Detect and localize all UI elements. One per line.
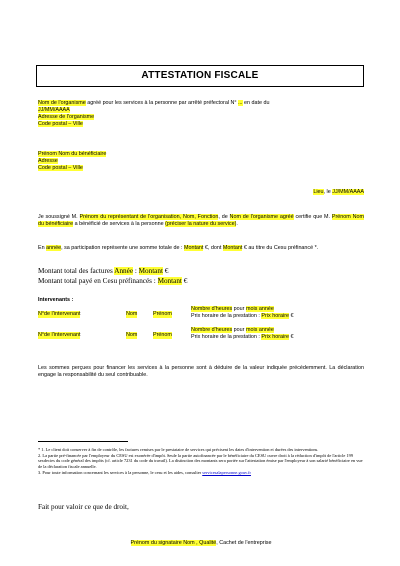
organization-line — [38, 100, 364, 107]
footnote-3 — [38, 470, 364, 476]
closing-line: Fait pour valoir ce que de droit, — [38, 503, 129, 511]
invoices-total-label: Montant total des factures — [38, 267, 115, 275]
representative-name: Prénom du représentant de l'organisation, Nom, Fonction — [79, 214, 219, 220]
intervenant-hours — [191, 327, 274, 334]
service-nature: (préciser la nature du service) — [165, 220, 237, 227]
payment-amount-cesu: Montant — [222, 245, 243, 251]
payment-text: , sa participation représente une somme totale de : — [61, 245, 184, 251]
signing-date: JJ/MM/AAAA — [332, 189, 364, 195]
intervenant-prenom: Prénom — [153, 311, 172, 317]
intervenant-id: N°de l'intervenant — [38, 311, 81, 317]
intervenant-hours — [191, 306, 274, 313]
payment-amount-total: Montant — [183, 245, 204, 251]
declaration-beneficiary-name: Prénom Nom du bénéficiaire — [38, 214, 364, 227]
payment-paragraph — [38, 245, 364, 252]
declaration-org-name: Nom de l'organisme agréé — [229, 214, 294, 220]
rate-currency: € — [288, 313, 294, 319]
cesu-currency: € — [181, 276, 188, 285]
footnotes-block — [38, 447, 364, 476]
payment-year: année — [46, 245, 62, 251]
invoices-year: Année — [114, 267, 134, 275]
hours-period: mois année — [245, 327, 274, 333]
cesu-total-line — [38, 277, 364, 287]
intervenants-heading: Intervenants : — [38, 297, 74, 303]
hours-sep: pour — [232, 327, 246, 333]
declaration-text: , de — [218, 214, 230, 220]
declaration-text: a bénéficié de services à la personne — [73, 220, 166, 227]
payment-text: En — [38, 245, 47, 251]
rate-label: Prix horaire de la prestation : — [191, 313, 262, 319]
organization-address: Adresse de l'organisme — [38, 113, 95, 120]
declaration-text: . — [236, 220, 238, 227]
invoices-currency: € — [162, 267, 169, 275]
payment-text: € au titre du Cesu préfinancé *. — [242, 245, 319, 251]
beneficiary-block — [38, 151, 364, 172]
rate-currency: € — [288, 334, 294, 340]
cesu-total-label: Montant total payé en Cesu préfinancés : — [38, 276, 158, 285]
rate-value: Prix horaire — [261, 334, 289, 340]
totals-block — [38, 267, 364, 286]
intervenant-rate — [191, 313, 293, 320]
declaration-paragraph — [38, 214, 364, 228]
rate-label: Prix horaire de la prestation : — [191, 334, 262, 340]
place: Lieu — [313, 189, 324, 195]
footnote-1: * 1. Le client doit conserver à fin de contrôle, les factures remises par le prestataire de services qui précisent les dates d'intervention et durées des interventions. — [38, 447, 319, 452]
deduction-paragraph: Les sommes perçues pour financer les services à la personne sont à déduire de la valeur indiquée précédemment. La déclaration engage la responsabilité du seul contribuable. — [38, 365, 364, 378]
intervenant-id: N°de l'intervenant — [38, 332, 81, 338]
intervenant-row — [38, 327, 364, 343]
signatory-name: Prénom du signataire Nom , Qualité — [130, 540, 217, 546]
beneficiary-postal: Code postal – Ville — [38, 164, 83, 171]
invoices-amount: Montant — [138, 267, 163, 275]
signature-line — [38, 540, 364, 547]
organization-postal: Code postal – Ville — [38, 120, 83, 127]
hours-label: Nombre d'heures — [191, 306, 233, 312]
footnote-2: 2. La partie pré-financée par l'employeur du CESU est exonérée d'impôt. Seule la partie autofinancée par le bénéficiaire du CESU ouvre droit à la réduction d'impôt de l'article 199 sexdecies du code général des impôts (cf. article 7231 du code du travail). La distinction des montants sera portée sur l'attestation émise par l'employeur à son salarié bénéficiaire en vue de la déclaration fiscale annuelle. — [38, 452, 363, 470]
intervenant-prenom: Prénom — [153, 332, 172, 338]
organization-name: Nom de l'organisme — [38, 100, 86, 106]
rate-value: Prix horaire — [261, 313, 289, 319]
hours-sep: pour — [232, 306, 246, 312]
signature-suffix: , Cachet de l'entreprise — [216, 540, 272, 546]
organization-date: JJ/MM/AAAA — [38, 106, 70, 113]
declaration-text: Je soussigné M. — [38, 214, 80, 220]
hours-label: Nombre d'heures — [191, 327, 233, 333]
place-date-sep: , le — [323, 189, 333, 195]
place-date — [38, 189, 364, 196]
organization-intro: agréé pour les services à la personne par arrêté préfectoral N° — [85, 100, 239, 106]
hours-period: mois année — [245, 306, 274, 312]
beneficiary-address: Adresse — [38, 157, 58, 164]
document-title: ATTESTATION FISCALE — [36, 65, 364, 87]
intervenant-row — [38, 306, 364, 322]
intervenant-nom: Nom — [126, 311, 138, 317]
cesu-amount: Montant — [157, 276, 182, 285]
beneficiary-name: Prénom Nom du bénéficiaire — [38, 151, 107, 157]
prefectoral-number: ... — [238, 100, 243, 106]
invoices-total-line — [38, 267, 364, 277]
invoices-sep: : — [133, 267, 139, 275]
footnote-divider — [38, 441, 128, 442]
organization-date-text: en date du — [242, 100, 270, 106]
services-link[interactable]: servicesalapersonne.gouv.fr — [202, 469, 251, 475]
intervenant-rate — [191, 334, 293, 341]
declaration-text: certifie que M. — [293, 214, 332, 220]
payment-text: €, dont — [203, 245, 223, 251]
organization-block — [38, 100, 364, 128]
intervenant-nom: Nom — [126, 332, 138, 338]
footnote-3-text: 3. Pour toute information concernant les services à la personne, le cesu et les aides, consulter — [38, 469, 203, 475]
